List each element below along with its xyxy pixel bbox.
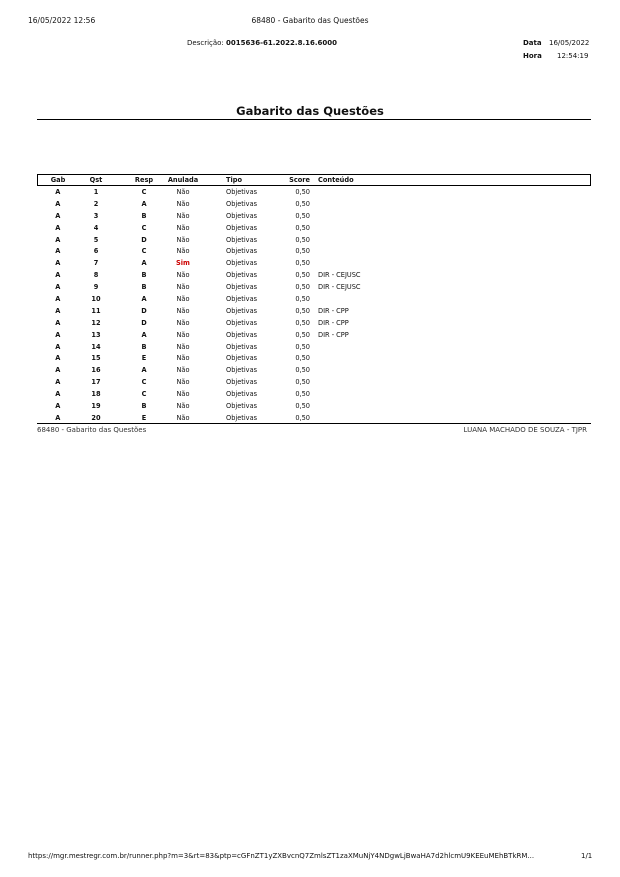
table-row bbox=[38, 352, 591, 364]
table-row bbox=[38, 269, 591, 281]
descricao-value: 0015636-61.2022.8.16.6000 bbox=[226, 39, 337, 47]
cell-gab: A bbox=[55, 199, 61, 208]
cell-anulada: Não bbox=[176, 413, 190, 422]
cell-qst: 10 bbox=[91, 294, 101, 303]
cell-gab: A bbox=[55, 283, 61, 292]
cell-score: 0,50 bbox=[295, 390, 310, 399]
cell-tipo: Objetivas bbox=[226, 211, 258, 220]
table-header-row bbox=[38, 175, 591, 186]
cell-score: 0,50 bbox=[295, 235, 310, 244]
print-title: 68480 - Gabarito das Questões bbox=[251, 16, 369, 25]
cell-qst: 8 bbox=[93, 271, 99, 280]
cell-conteudo bbox=[318, 198, 591, 210]
print-page-count: 1/1 bbox=[581, 852, 593, 860]
col-header-anulada: Anulada bbox=[167, 176, 199, 184]
cell-anulada: Não bbox=[176, 354, 190, 363]
cell-tipo: Objetivas bbox=[226, 366, 258, 375]
cell-score: 0,50 bbox=[295, 330, 310, 339]
hora-label: Hora bbox=[523, 52, 542, 60]
cell-qst: 15 bbox=[91, 354, 101, 363]
cell-conteudo bbox=[318, 234, 591, 246]
title-rule bbox=[37, 119, 591, 120]
cell-conteudo: DIR - CEJUSC bbox=[318, 283, 361, 292]
cell-resp: C bbox=[141, 247, 147, 256]
cell-gab: A bbox=[55, 294, 61, 303]
col-header-gab: Gab bbox=[50, 176, 66, 184]
cell-resp: B bbox=[141, 271, 147, 280]
cell-tipo: Objetivas bbox=[226, 342, 258, 351]
cell-resp: E bbox=[141, 413, 147, 422]
cell-conteudo bbox=[318, 364, 591, 376]
cell-resp: C bbox=[141, 378, 147, 387]
cell-tipo: Objetivas bbox=[226, 401, 258, 410]
col-header-tipo: Tipo bbox=[226, 176, 243, 184]
footer-left: 68480 - Gabarito das Questões bbox=[37, 426, 147, 434]
cell-resp: A bbox=[141, 199, 147, 208]
cell-score: 0,50 bbox=[295, 259, 310, 268]
cell-anulada: Não bbox=[176, 342, 190, 351]
answer-table bbox=[37, 174, 591, 424]
table-row bbox=[38, 198, 591, 210]
cell-resp: C bbox=[141, 187, 147, 196]
cell-resp: D bbox=[141, 318, 147, 327]
cell-tipo: Objetivas bbox=[226, 294, 258, 303]
cell-score: 0,50 bbox=[295, 401, 310, 410]
cell-gab: A bbox=[55, 306, 61, 315]
cell-qst: 16 bbox=[91, 366, 101, 375]
cell-anulada: Não bbox=[176, 283, 190, 292]
descricao-block bbox=[187, 39, 337, 47]
cell-gab: A bbox=[55, 330, 61, 339]
cell-tipo: Objetivas bbox=[226, 187, 258, 196]
cell-tipo: Objetivas bbox=[226, 378, 258, 387]
col-header-conteudo: Conteúdo bbox=[318, 176, 354, 184]
cell-tipo: Objetivas bbox=[226, 247, 258, 256]
cell-resp: C bbox=[141, 390, 147, 399]
cell-qst: 9 bbox=[93, 283, 99, 292]
cell-resp: A bbox=[141, 330, 147, 339]
cell-tipo: Objetivas bbox=[226, 306, 258, 315]
cell-gab: A bbox=[55, 354, 61, 363]
cell-qst: 2 bbox=[93, 199, 99, 208]
cell-conteudo: DIR - CPP bbox=[318, 306, 349, 315]
hora-value: 12:54:19 bbox=[557, 52, 589, 60]
cell-anulada: Não bbox=[176, 306, 190, 315]
table-row bbox=[38, 281, 591, 293]
cell-score: 0,50 bbox=[295, 378, 310, 387]
cell-score: 0,50 bbox=[295, 271, 310, 280]
cell-resp: A bbox=[141, 366, 147, 375]
print-datetime: 16/05/2022 12:56 bbox=[28, 16, 96, 25]
table-row bbox=[38, 388, 591, 400]
cell-gab: A bbox=[55, 401, 61, 410]
cell-anulada: Não bbox=[176, 187, 190, 196]
cell-score: 0,50 bbox=[295, 187, 310, 196]
cell-anulada: Não bbox=[176, 211, 190, 220]
cell-anulada: Não bbox=[176, 271, 190, 280]
cell-resp: A bbox=[141, 259, 147, 268]
cell-resp: D bbox=[141, 235, 147, 244]
cell-resp: D bbox=[141, 306, 147, 315]
table-row bbox=[38, 400, 591, 412]
cell-tipo: Objetivas bbox=[226, 199, 258, 208]
col-header-resp: Resp bbox=[134, 176, 154, 184]
cell-score: 0,50 bbox=[295, 223, 310, 232]
cell-tipo: Objetivas bbox=[226, 330, 258, 339]
table-row bbox=[38, 364, 591, 376]
cell-tipo: Objetivas bbox=[226, 390, 258, 399]
cell-tipo: Objetivas bbox=[226, 235, 258, 244]
cell-gab: A bbox=[55, 342, 61, 351]
data-label: Data bbox=[523, 39, 542, 47]
table-row bbox=[38, 245, 591, 257]
cell-qst: 4 bbox=[93, 223, 99, 232]
cell-qst: 11 bbox=[91, 306, 101, 315]
cell-qst: 17 bbox=[91, 378, 101, 387]
cell-gab: A bbox=[55, 271, 61, 280]
cell-gab: A bbox=[55, 259, 61, 268]
table-row bbox=[38, 257, 591, 269]
cell-score: 0,50 bbox=[295, 342, 310, 351]
cell-resp: E bbox=[141, 354, 147, 363]
cell-anulada: Não bbox=[176, 378, 190, 387]
cell-conteudo bbox=[318, 400, 591, 412]
cell-conteudo bbox=[318, 245, 591, 257]
cell-conteudo bbox=[318, 376, 591, 388]
cell-score: 0,50 bbox=[295, 413, 310, 422]
cell-anulada: Não bbox=[176, 235, 190, 244]
cell-score: 0,50 bbox=[295, 199, 310, 208]
cell-qst: 3 bbox=[93, 211, 99, 220]
cell-gab: A bbox=[55, 378, 61, 387]
cell-conteudo: DIR - CEJUSC bbox=[318, 271, 361, 280]
cell-tipo: Objetivas bbox=[226, 283, 258, 292]
table-row bbox=[38, 341, 591, 353]
table-row bbox=[38, 305, 591, 317]
cell-score: 0,50 bbox=[295, 283, 310, 292]
cell-resp: A bbox=[141, 294, 147, 303]
cell-conteudo bbox=[318, 186, 591, 198]
cell-conteudo bbox=[318, 341, 591, 353]
cell-resp: C bbox=[141, 223, 147, 232]
cell-qst: 6 bbox=[93, 247, 99, 256]
cell-tipo: Objetivas bbox=[226, 413, 258, 422]
table-row bbox=[38, 234, 591, 246]
report-title: Gabarito das Questões bbox=[236, 104, 384, 118]
cell-conteudo: DIR - CPP bbox=[318, 330, 349, 339]
cell-gab: A bbox=[55, 366, 61, 375]
cell-gab: A bbox=[55, 390, 61, 399]
cell-conteudo bbox=[318, 257, 591, 269]
cell-anulada: Não bbox=[176, 366, 190, 375]
cell-gab: A bbox=[55, 223, 61, 232]
cell-anulada: Não bbox=[176, 390, 190, 399]
table-row bbox=[38, 293, 591, 305]
cell-qst: 1 bbox=[93, 187, 99, 196]
print-url: https://mgr.mestregr.com.br/runner.php?m=3&rt=83&ptp=cGFnZT1yZXBvcnQ7ZmlsZT1zaXMuNjY4NDgwLjBwaHA7d2hlcmU9KEEuMEhBTkRM... bbox=[28, 852, 535, 860]
col-header-score: Score bbox=[289, 176, 310, 184]
footer-right: LUANA MACHADO DE SOUZA - TJPR bbox=[463, 426, 587, 434]
cell-qst: 20 bbox=[91, 413, 101, 422]
table-row bbox=[38, 317, 591, 329]
cell-score: 0,50 bbox=[295, 354, 310, 363]
cell-resp: B bbox=[141, 283, 147, 292]
cell-anulada: Não bbox=[176, 223, 190, 232]
table-bottom-rule bbox=[37, 423, 591, 424]
cell-gab: A bbox=[55, 413, 61, 422]
cell-qst: 14 bbox=[91, 342, 101, 351]
cell-anulada: Sim bbox=[176, 259, 190, 268]
cell-conteudo bbox=[318, 352, 591, 364]
cell-conteudo bbox=[318, 222, 591, 234]
table-row bbox=[38, 186, 591, 198]
cell-qst: 18 bbox=[91, 390, 101, 399]
cell-gab: A bbox=[55, 318, 61, 327]
descricao-label: Descrição: bbox=[187, 39, 224, 47]
cell-gab: A bbox=[55, 187, 61, 196]
cell-anulada: Não bbox=[176, 330, 190, 339]
cell-anulada: Não bbox=[176, 199, 190, 208]
cell-resp: B bbox=[141, 342, 147, 351]
cell-qst: 13 bbox=[91, 330, 101, 339]
cell-anulada: Não bbox=[176, 401, 190, 410]
table-body bbox=[38, 186, 591, 424]
cell-gab: A bbox=[55, 247, 61, 256]
cell-qst: 12 bbox=[91, 318, 101, 327]
cell-qst: 7 bbox=[93, 259, 99, 268]
cell-conteudo: DIR - CPP bbox=[318, 318, 349, 327]
cell-qst: 5 bbox=[93, 235, 99, 244]
cell-score: 0,50 bbox=[295, 211, 310, 220]
col-header-qst: Qst bbox=[89, 176, 103, 184]
cell-score: 0,50 bbox=[295, 366, 310, 375]
cell-tipo: Objetivas bbox=[226, 259, 258, 268]
cell-anulada: Não bbox=[176, 318, 190, 327]
cell-gab: A bbox=[55, 235, 61, 244]
cell-gab: A bbox=[55, 211, 61, 220]
cell-resp: B bbox=[141, 401, 147, 410]
cell-conteudo bbox=[318, 293, 591, 305]
cell-score: 0,50 bbox=[295, 306, 310, 315]
cell-qst: 19 bbox=[91, 401, 101, 410]
table-row bbox=[38, 376, 591, 388]
cell-resp: B bbox=[141, 211, 147, 220]
data-value: 16/05/2022 bbox=[549, 39, 590, 47]
cell-conteudo bbox=[318, 388, 591, 400]
cell-tipo: Objetivas bbox=[226, 271, 258, 280]
cell-tipo: Objetivas bbox=[226, 318, 258, 327]
cell-tipo: Objetivas bbox=[226, 354, 258, 363]
cell-conteudo bbox=[318, 210, 591, 222]
cell-tipo: Objetivas bbox=[226, 223, 258, 232]
cell-score: 0,50 bbox=[295, 294, 310, 303]
cell-anulada: Não bbox=[176, 294, 190, 303]
cell-anulada: Não bbox=[176, 247, 190, 256]
table-row bbox=[38, 329, 591, 341]
cell-score: 0,50 bbox=[295, 247, 310, 256]
cell-score: 0,50 bbox=[295, 318, 310, 327]
table-row bbox=[38, 222, 591, 234]
table-row bbox=[38, 210, 591, 222]
